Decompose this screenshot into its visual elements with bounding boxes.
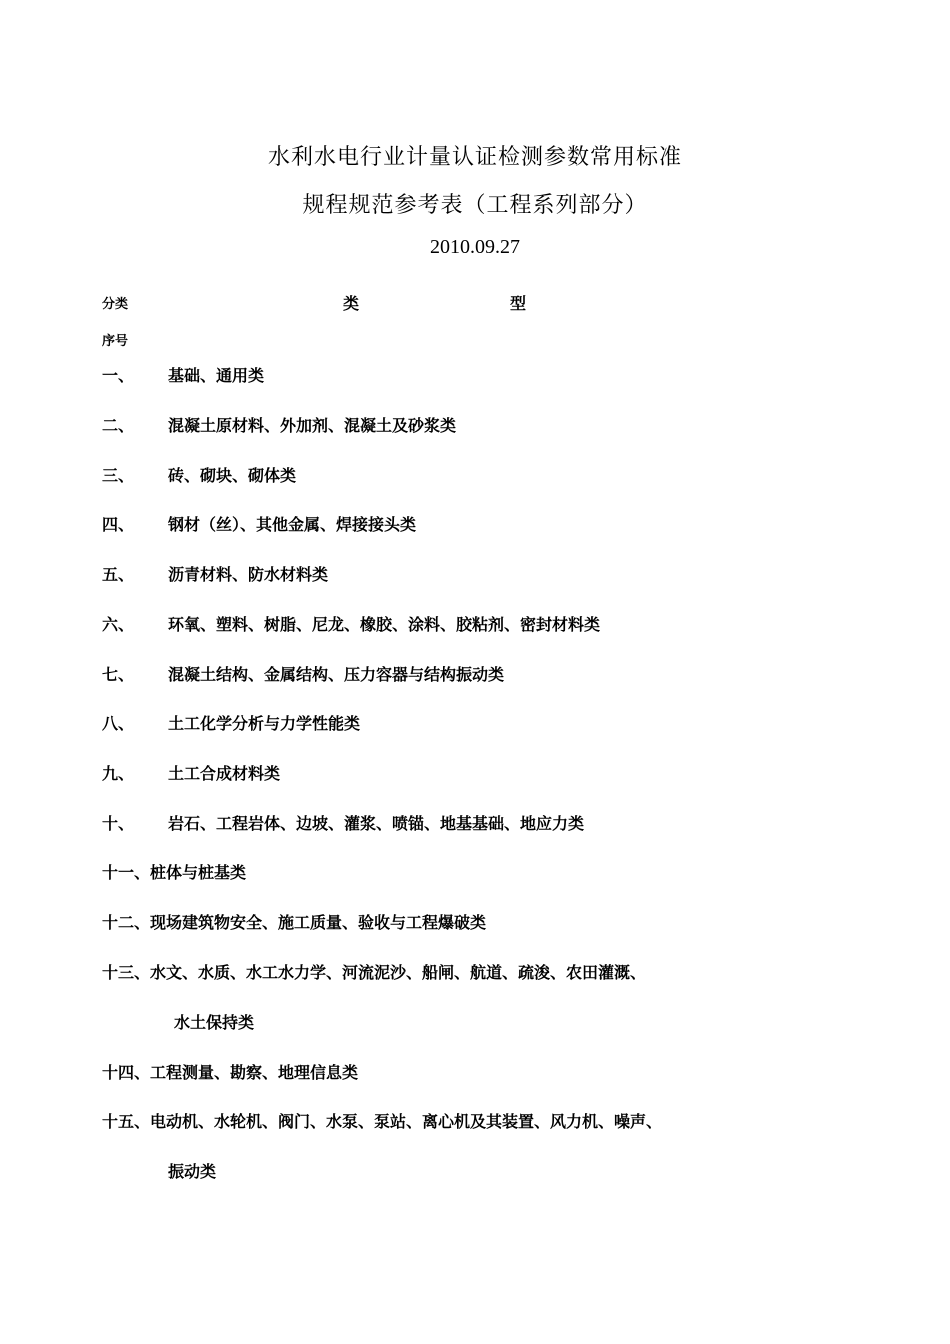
item-number: 十一、 (102, 863, 151, 882)
list-item (102, 814, 584, 834)
item-text: 环氧、塑料、树脂、尼龙、橡胶、涂料、胶粘剂、密封材料类 (168, 615, 601, 634)
item-text-continuation: 水土保持类 (174, 1013, 255, 1032)
header-type-char1: 类 (343, 294, 360, 313)
document-title-line2: 规程规范参考表（工程系列部分） (302, 193, 648, 218)
header-serial-label: 序号 (102, 334, 129, 349)
header-type-char2: 型 (510, 294, 527, 313)
list-item (102, 416, 456, 436)
item-text: 混凝土结构、金属结构、压力容器与结构振动类 (168, 665, 505, 684)
item-number: 十二、 (102, 913, 151, 932)
item-number: 十、 (102, 814, 135, 833)
list-item (102, 466, 296, 486)
item-text: 桩体与桩基类 (150, 863, 247, 882)
list-item (102, 714, 360, 734)
item-number: 十五、 (102, 1112, 151, 1131)
list-item (102, 515, 416, 535)
item-text: 土工合成材料类 (168, 764, 281, 783)
item-number: 九、 (102, 764, 135, 783)
item-number: 三、 (102, 466, 135, 485)
list-item (102, 665, 504, 685)
item-text: 基础、通用类 (168, 366, 265, 385)
header-category-label: 分类 (102, 297, 129, 312)
list-item (102, 615, 600, 635)
list-item (102, 1063, 358, 1083)
list-item (102, 366, 264, 386)
list-item (102, 764, 280, 784)
item-text: 混凝土原材料、外加剂、混凝土及砂浆类 (168, 416, 457, 435)
item-text: 砖、砌块、砌体类 (168, 466, 297, 485)
item-text: 钢材（丝）、其他金属、焊接接头类 (168, 515, 417, 534)
item-text: 土工化学分析与力学性能类 (168, 714, 361, 733)
item-text-continuation: 振动类 (168, 1162, 217, 1181)
document-title-line1: 水利水电行业计量认证检测参数常用标准 (267, 145, 682, 170)
item-text: 现场建筑物安全、施工质量、验收与工程爆破类 (150, 913, 487, 932)
item-number: 一、 (102, 366, 135, 385)
list-item (102, 863, 246, 883)
item-number: 十三、 (102, 963, 151, 982)
list-item (102, 963, 646, 983)
list-item (102, 1112, 662, 1132)
item-text: 工程测量、勘察、地理信息类 (150, 1063, 359, 1082)
item-number: 五、 (102, 565, 135, 584)
item-number: 八、 (102, 714, 135, 733)
item-text: 岩石、工程岩体、边坡、灌浆、喷锚、地基基础、地应力类 (168, 814, 585, 833)
item-number: 七、 (102, 665, 135, 684)
list-item (102, 565, 328, 585)
item-text: 电动机、水轮机、阀门、水泵、泵站、离心机及其装置、风力机、噪声、 (150, 1112, 663, 1131)
item-number: 二、 (102, 416, 135, 435)
document-date: 2010.09.27 (430, 236, 520, 258)
item-number: 四、 (102, 515, 135, 534)
item-text: 沥青材料、防水材料类 (168, 565, 329, 584)
item-number: 十四、 (102, 1063, 151, 1082)
item-text: 水文、水质、水工水力学、河流泥沙、船闸、航道、疏浚、农田灌溉、 (150, 963, 647, 982)
item-number: 六、 (102, 615, 135, 634)
list-item (102, 913, 486, 933)
